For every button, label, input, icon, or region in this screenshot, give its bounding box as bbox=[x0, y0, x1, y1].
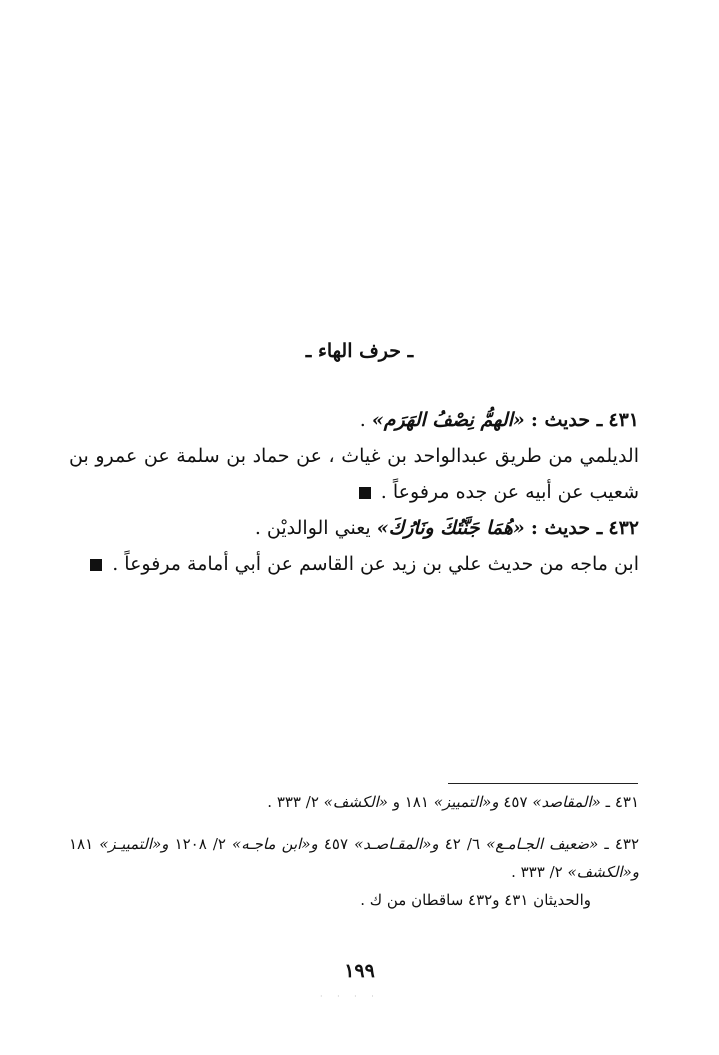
source-title: «الكشف» bbox=[323, 793, 388, 811]
source-ref: ٢/ ٣٣٣ . bbox=[511, 863, 563, 881]
footnote-dash: ـ bbox=[605, 793, 611, 811]
scan-speckle: · · · · bbox=[320, 992, 380, 1001]
source-ref: ٢/ ٣٣٣ . bbox=[267, 793, 319, 811]
source-ref: ١٨١ bbox=[69, 835, 94, 853]
narration-text: ابن ماجه من حديث علي بن زيد عن القاسم عن أبي أمامة مرفوعاً . bbox=[112, 553, 639, 575]
hadith-number: ٤٣١ bbox=[608, 409, 639, 431]
footnote-divider bbox=[448, 783, 638, 784]
footnote-431 bbox=[69, 788, 639, 816]
source-ref: ٤٥٧ bbox=[323, 835, 348, 853]
hadith-label: ـ حديث : bbox=[530, 409, 603, 431]
footnote-number: ٤٣٢ bbox=[614, 835, 639, 853]
hadith-quote: «الهمُّ نِصْفُ الهَرَم» bbox=[371, 409, 525, 431]
hadith-431-heading bbox=[69, 402, 639, 438]
end-of-entry-mark bbox=[359, 487, 371, 499]
source-ref: ٦/ ٤٢ bbox=[444, 835, 480, 853]
footnote-432 bbox=[69, 830, 639, 886]
hadith-431-narration bbox=[69, 438, 639, 510]
narration-text: الديلمي من طريق عبدالواحد بن غياث ، عن حماد بن سلمة عن عمرو بن شعيب عن أبيه عن جده مرفوعاً . bbox=[69, 445, 639, 503]
footnotes bbox=[69, 788, 639, 914]
source-title: و«ابن ماجـه» bbox=[232, 835, 318, 853]
hadith-explanation: يعني الوالديْن . bbox=[254, 517, 371, 539]
end-of-entry-mark bbox=[90, 559, 102, 571]
hadith-432-heading bbox=[69, 510, 639, 546]
footnote-note: والحديثان ٤٣١ و٤٣٢ ساقطان من ك . bbox=[360, 891, 591, 909]
source-title: «المقاصد» bbox=[532, 793, 601, 811]
source-ref: ٤٥٧ bbox=[503, 793, 528, 811]
page-number: ١٩٩ bbox=[344, 960, 375, 982]
hadith-number: ٤٣٢ bbox=[608, 517, 639, 539]
source-title: «ضعيف الجـامـع» bbox=[486, 835, 599, 853]
source-title: و«المقـاصـد» bbox=[354, 835, 439, 853]
hadith-label: ـ حديث : bbox=[530, 517, 603, 539]
footnote-number: ٤٣١ bbox=[614, 793, 639, 811]
source-title: و«التمييز» bbox=[433, 793, 499, 811]
source-title: و«الكشف» bbox=[567, 863, 639, 881]
footnote-dash: ـ bbox=[604, 835, 609, 853]
hadith-quote: «هُمَا جَنَّتُكَ ونَارُكَ» bbox=[376, 517, 525, 539]
source-ref: ٢/ ١٢٠٨ bbox=[174, 835, 226, 853]
main-text bbox=[69, 402, 639, 582]
source-ref: ١٨١ و bbox=[392, 793, 429, 811]
source-title: و«التمييـز» bbox=[99, 835, 169, 853]
hadith-punct: . bbox=[359, 409, 366, 431]
chapter-title: ـ حرف الهاء ـ bbox=[305, 340, 414, 362]
hadith-432-narration bbox=[69, 546, 639, 582]
